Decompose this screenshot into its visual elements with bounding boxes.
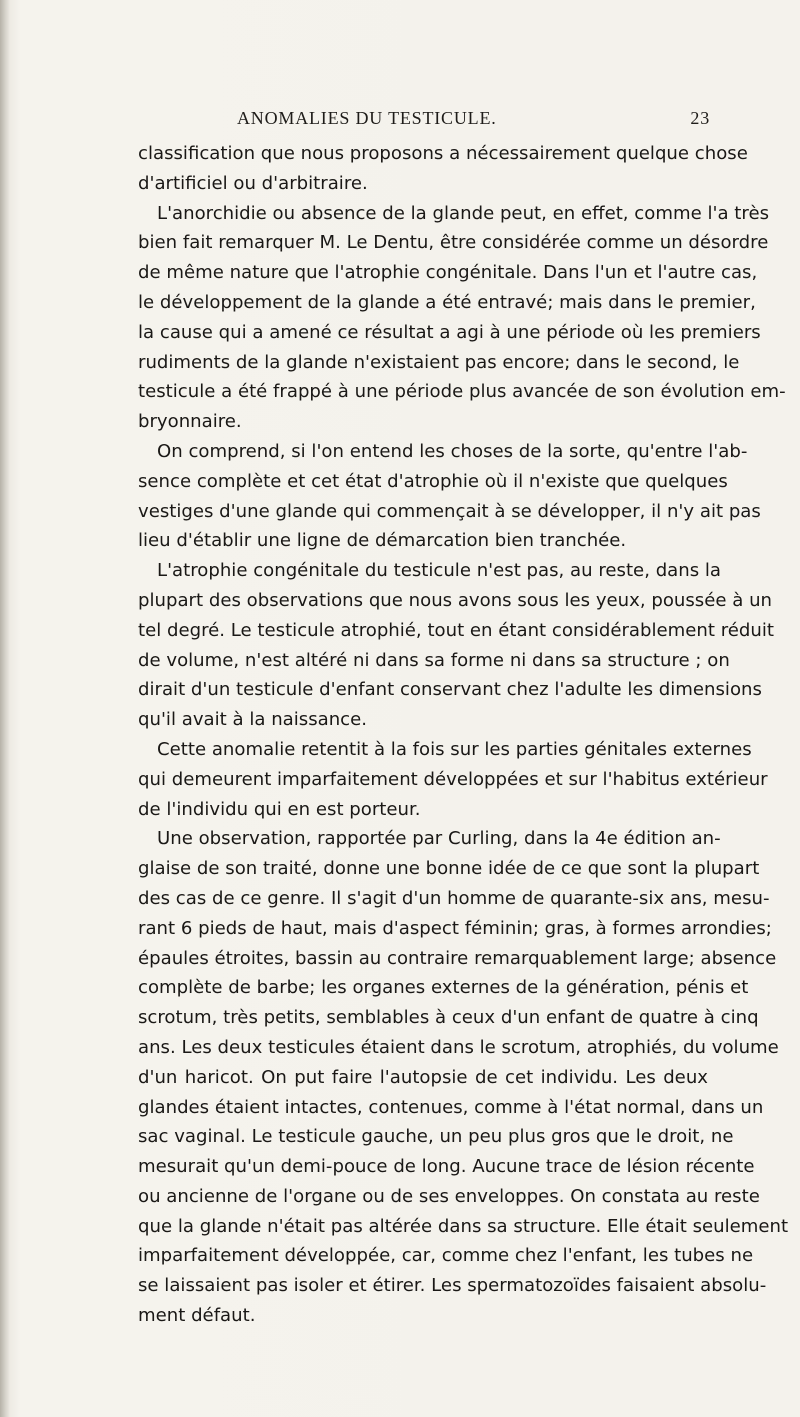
text-line: de même nature que l'atrophie congénitale. Dans l'un et l'autre cas,: [138, 262, 758, 284]
body-text: [138, 139, 789, 1331]
text-line: qui demeurent imparfaitement développées et sur l'habitus extérieur: [138, 768, 768, 790]
text-line: vestiges d'une glande qui commençait à se développer, il n'y ait pas: [138, 500, 761, 522]
text-line: bien fait remarquer M. Le Dentu, être considérée comme un désordre: [138, 232, 769, 254]
text-line: mesurait qu'un demi-pouce de long. Aucune trace de lésion récente: [138, 1156, 755, 1178]
text-line: bryonnaire.: [138, 411, 242, 433]
text-line: classification que nous proposons a nécessairement quelque chose: [138, 143, 748, 164]
text-line: tel degré. Le testicule atrophié, tout en étant considérablement réduit: [138, 619, 774, 641]
text-line: complète de barbe; les organes externes de la génération, pénis et: [138, 977, 749, 999]
text-line: le développement de la glande a été entravé; mais dans le premier,: [138, 291, 756, 313]
text-line: ment défaut.: [138, 1305, 256, 1327]
text-line: imparfaitement développée, car, comme chez l'enfant, les tubes ne: [138, 1245, 754, 1267]
text-line: épaules étroites, bassin au contraire remarquablement large; absence: [138, 947, 777, 969]
text-line: rudiments de la glande n'existaient pas encore; dans le second, le: [138, 351, 740, 373]
text-line: d'un haricot. On put faire l'autopsie de cet individu. Les deux: [138, 1066, 708, 1088]
text-line: des cas de ce genre. Il s'agit d'un homme de quarante-six ans, mesu-: [138, 887, 770, 909]
text-line: plupart des observations que nous avons sous les yeux, poussée à un: [138, 589, 773, 611]
text-line: scrotum, très petits, semblables à ceux d'un enfant de quatre à cinq: [138, 1007, 759, 1029]
text-line: rant 6 pieds de haut, mais d'aspect féminin; gras, à formes arrondies;: [138, 917, 772, 939]
text-line: de volume, n'est altéré ni dans sa forme ni dans sa structure ; on: [138, 649, 730, 671]
text-line: ans. Les deux testicules étaient dans le scrotum, atrophiés, du volume: [138, 1036, 779, 1058]
text-line: qu'il avait à la naissance.: [138, 709, 368, 731]
text-line: testicule a été frappé à une période plus avancée de son évolution em-: [138, 381, 786, 403]
text-line: dirait d'un testicule d'enfant conservant chez l'adulte les dimensions: [138, 679, 762, 701]
running-header: [165, 108, 710, 138]
text-line: Une observation, rapportée par Curling, dans la 4e édition an-: [157, 828, 721, 850]
text-line: glandes étaient intactes, contenues, comme à l'état normal, dans un: [138, 1096, 764, 1118]
text-line: se laissaient pas isoler et étirer. Les spermatozoïdes faisaient absolu-: [138, 1275, 767, 1297]
text-line: d'artificiel ou d'arbitraire.: [138, 172, 368, 194]
text-line: la cause qui a amené ce résultat a agi à une période où les premiers: [138, 321, 761, 343]
text-line: lieu d'établir une ligne de démarcation bien tranchée.: [138, 530, 627, 552]
text-line: On comprend, si l'on entend les choses de la sorte, qu'entre l'ab-: [157, 440, 748, 462]
page-binding-edge: [0, 0, 10, 1417]
page-number: 23: [690, 108, 710, 128]
text-line: ou ancienne de l'organe ou de ses enveloppes. On constata au reste: [138, 1185, 760, 1207]
text-line: L'anorchidie ou absence de la glande peut, en effet, comme l'a très: [157, 202, 769, 224]
text-line: glaise de son traité, donne une bonne idée de ce que sont la plupart: [138, 858, 760, 880]
text-line: que la glande n'était pas altérée dans sa structure. Elle était seulement: [138, 1215, 789, 1237]
text-line: sac vaginal. Le testicule gauche, un peu plus gros que le droit, ne: [138, 1126, 734, 1148]
text-line: sence complète et cet état d'atrophie où il n'existe que quelques: [138, 470, 728, 492]
running-title: ANOMALIES DU TESTICULE.: [237, 108, 497, 128]
text-line: de l'individu qui en est porteur.: [138, 798, 421, 820]
text-line: L'atrophie congénitale du testicule n'est pas, au reste, dans la: [157, 560, 722, 582]
text-line: Cette anomalie retentit à la fois sur les parties génitales externes: [157, 738, 752, 760]
